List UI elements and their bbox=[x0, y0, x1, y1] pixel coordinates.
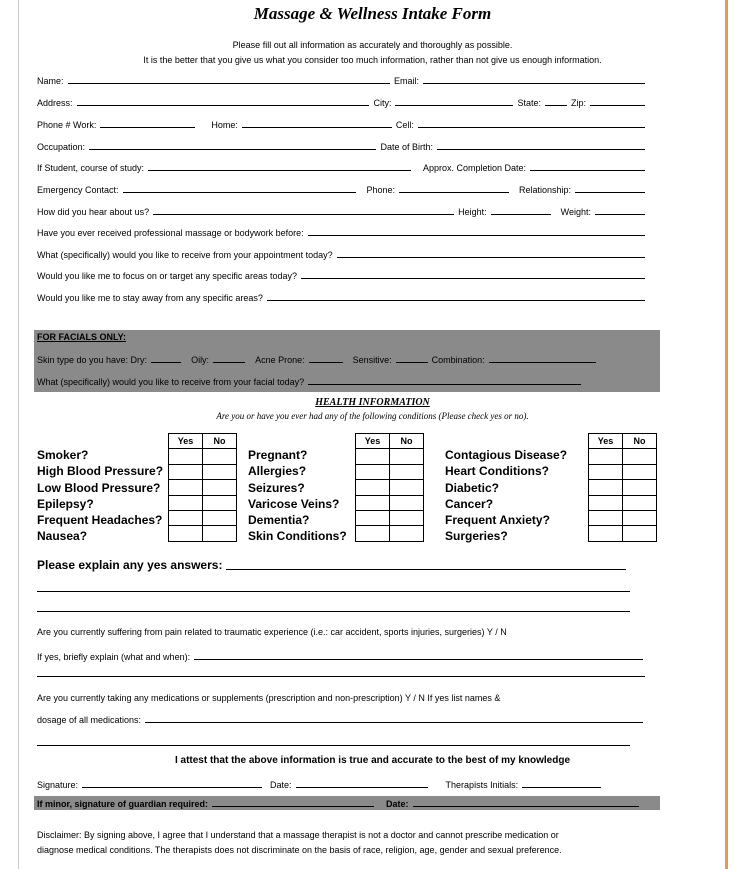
condition-heart: Heart Conditions? bbox=[445, 464, 549, 479]
hbp-no-box[interactable] bbox=[203, 464, 237, 479]
dosage-field[interactable] bbox=[145, 722, 643, 723]
height-field[interactable] bbox=[491, 214, 551, 215]
avoid-field[interactable] bbox=[267, 300, 645, 301]
condition-skin: Skin Conditions? bbox=[248, 529, 347, 544]
phone-work-label: Phone # Work: bbox=[37, 120, 97, 130]
state-field[interactable] bbox=[545, 105, 567, 106]
row-skin-type bbox=[37, 353, 600, 365]
row-hear bbox=[37, 205, 649, 217]
zip-label: Zip: bbox=[570, 98, 586, 108]
smoker-yes-box[interactable] bbox=[169, 449, 203, 464]
emergency-field[interactable] bbox=[123, 192, 357, 193]
zip-field[interactable] bbox=[590, 105, 645, 106]
email-label: Email: bbox=[393, 76, 419, 86]
row-address bbox=[37, 96, 649, 108]
focus-field[interactable] bbox=[301, 278, 645, 279]
pain-question: Are you currently suffering from pain related to traumatic experience (i.e.: car accident, sports injuries, surgeries) Y / N bbox=[37, 627, 507, 637]
condition-allergies: Allergies? bbox=[248, 464, 307, 479]
condition-varicose: Varicose Veins? bbox=[248, 496, 340, 511]
attest-statement: I attest that the above information is true and accurate to the best of my knowledge bbox=[174, 755, 571, 766]
sig-date-field[interactable] bbox=[296, 787, 428, 788]
condition-seizures: Seizures? bbox=[248, 480, 305, 495]
yes-header: Yes bbox=[589, 434, 623, 449]
heart-no-box[interactable] bbox=[623, 464, 657, 479]
condition-headaches: Frequent Headaches? bbox=[37, 513, 163, 528]
condition-high-bp: High Blood Pressure? bbox=[37, 464, 164, 479]
form-title: Massage & Wellness Intake Form bbox=[253, 4, 492, 23]
health-heading: HEALTH INFORMATION bbox=[315, 397, 430, 408]
dementia-no-box[interactable] bbox=[390, 510, 424, 525]
hear-field[interactable] bbox=[153, 214, 454, 215]
dob-label: Date of Birth: bbox=[380, 142, 433, 152]
receive-from-field[interactable] bbox=[337, 257, 645, 258]
row-medications bbox=[37, 713, 647, 725]
condition-nausea: Nausea? bbox=[37, 529, 88, 544]
yes-header: Yes bbox=[356, 434, 390, 449]
pain-line-2[interactable] bbox=[37, 676, 645, 677]
occupation-label: Occupation: bbox=[37, 142, 86, 152]
received-before-label: Have you ever received professional massage or bodywork before: bbox=[37, 228, 304, 238]
completion-field[interactable] bbox=[530, 170, 645, 171]
hbp-yes-box[interactable] bbox=[169, 464, 203, 479]
initials-field[interactable] bbox=[522, 787, 601, 788]
avoid-label: Would you like me to stay away from any specific areas? bbox=[37, 293, 263, 303]
surgeries-yes-box[interactable] bbox=[589, 526, 623, 541]
heart-yes-box[interactable] bbox=[589, 464, 623, 479]
guardian-date-field[interactable] bbox=[413, 806, 639, 807]
signature-label: Signature: bbox=[37, 780, 79, 790]
receive-from-label: What (specifically) would you like to receive from your appointment today? bbox=[37, 250, 333, 260]
relationship-field[interactable] bbox=[575, 192, 645, 193]
sensitive-label: Sensitive: bbox=[352, 355, 392, 365]
cancer-yes-box[interactable] bbox=[589, 495, 623, 510]
cancer-no-box[interactable] bbox=[623, 495, 657, 510]
explain-line-2[interactable] bbox=[37, 591, 630, 592]
phone-work-field[interactable] bbox=[100, 127, 195, 128]
row-occupation bbox=[37, 140, 649, 152]
row-facial-receive bbox=[37, 375, 585, 387]
guardian-field[interactable] bbox=[212, 806, 374, 807]
acne-field[interactable] bbox=[309, 362, 343, 363]
facial-receive-label: What (specifically) would you like to receive from your facial today? bbox=[37, 377, 305, 387]
condition-cancer: Cancer? bbox=[445, 496, 494, 511]
yes-no-table-3 bbox=[588, 433, 657, 542]
lbp-yes-box[interactable] bbox=[169, 480, 203, 495]
row-receive-from bbox=[37, 248, 649, 260]
weight-field[interactable] bbox=[595, 214, 645, 215]
seizures-yes-box[interactable] bbox=[356, 480, 390, 495]
address-field[interactable] bbox=[77, 105, 370, 106]
oily-label: Oily: bbox=[191, 355, 210, 365]
email-field[interactable] bbox=[423, 83, 645, 84]
row-emergency bbox=[37, 183, 649, 195]
condition-epilepsy: Epilepsy? bbox=[37, 496, 94, 511]
em-phone-field[interactable] bbox=[399, 192, 509, 193]
dob-field[interactable] bbox=[437, 149, 645, 150]
nausea-no-box[interactable] bbox=[203, 526, 237, 541]
sensitive-field[interactable] bbox=[396, 362, 428, 363]
cell-field[interactable] bbox=[418, 127, 645, 128]
student-field[interactable] bbox=[148, 170, 411, 171]
dementia-yes-box[interactable] bbox=[356, 510, 390, 525]
headaches-no-box[interactable] bbox=[203, 510, 237, 525]
yes-header: Yes bbox=[169, 434, 203, 449]
smoker-no-box[interactable] bbox=[203, 449, 237, 464]
city-label: City: bbox=[373, 98, 392, 108]
home-label: Home: bbox=[211, 120, 238, 130]
row-avoid-areas bbox=[37, 291, 649, 303]
diabetic-no-box[interactable] bbox=[623, 480, 657, 495]
condition-smoker: Smoker? bbox=[37, 448, 89, 462]
disclaimer-line-1: Disclaimer: By signing above, I agree that I understand that a massage therapist is not a doctor and cannot prescribe medication or bbox=[37, 830, 559, 840]
condition-pregnant: Pregnant? bbox=[248, 448, 308, 462]
conditions-col-3 bbox=[445, 447, 567, 545]
pain-explain-label: If yes, briefly explain (what and when): bbox=[37, 652, 191, 662]
name-label: Name: bbox=[37, 76, 64, 86]
oily-field[interactable] bbox=[213, 362, 245, 363]
state-label: State: bbox=[517, 98, 541, 108]
condition-anxiety: Frequent Anxiety? bbox=[445, 513, 550, 528]
epilepsy-yes-box[interactable] bbox=[169, 495, 203, 510]
conditions-col-2 bbox=[248, 447, 347, 545]
skin-type-label: Skin type do you have: Dry: bbox=[37, 355, 148, 365]
occupation-field[interactable] bbox=[89, 149, 376, 150]
varicose-yes-box[interactable] bbox=[356, 495, 390, 510]
combination-label: Combination: bbox=[431, 355, 485, 365]
explain-yes-label: Please explain any yes answers: bbox=[37, 558, 223, 572]
cell-label: Cell: bbox=[395, 120, 414, 130]
dry-field[interactable] bbox=[151, 362, 181, 363]
intro-line-1: Please fill out all information as accurately and thoroughly as possible. bbox=[232, 40, 513, 50]
row-explain-yes bbox=[37, 558, 630, 572]
condition-surgeries: Surgeries? bbox=[445, 529, 508, 544]
row-student bbox=[37, 161, 649, 173]
condition-contagious: Contagious Disease? bbox=[445, 448, 568, 462]
yes-no-table-2 bbox=[355, 433, 424, 542]
explain-line-3[interactable] bbox=[37, 611, 630, 612]
guardian-date-label: Date: bbox=[386, 799, 409, 809]
address-label: Address: bbox=[37, 98, 73, 108]
guardian-label: If minor, signature of guardian required: bbox=[37, 799, 209, 809]
focus-label: Would you like me to focus on or target any specific areas today? bbox=[37, 271, 297, 281]
disclaimer bbox=[37, 828, 562, 858]
acne-label: Acne Prone: bbox=[255, 355, 305, 365]
skin-no-box[interactable] bbox=[390, 526, 424, 541]
no-header: No bbox=[390, 434, 424, 449]
medications-line-2[interactable] bbox=[37, 745, 630, 746]
row-minor bbox=[37, 797, 643, 809]
intro-line-2: It is the better that you give us what you consider too much information, rather than not give us enough information. bbox=[143, 55, 602, 65]
row-phones bbox=[37, 118, 649, 130]
yes-no-table-1 bbox=[168, 433, 237, 542]
relationship-label: Relationship: bbox=[518, 185, 571, 195]
conditions-col-1 bbox=[37, 447, 163, 545]
anxiety-no-box[interactable] bbox=[623, 510, 657, 525]
initials-label: Therapists Initials: bbox=[445, 780, 519, 790]
pregnant-no-box[interactable] bbox=[390, 449, 424, 464]
skin-yes-box[interactable] bbox=[356, 526, 390, 541]
received-before-field[interactable] bbox=[308, 235, 645, 236]
disclaimer-line-2: diagnose medical conditions. The therapists does not discriminate on the basis of race, religion, age, gender and sexual preference. bbox=[37, 845, 562, 855]
allergies-no-box[interactable] bbox=[390, 464, 424, 479]
student-label: If Student, course of study: bbox=[37, 163, 145, 173]
row-received-before bbox=[37, 226, 649, 238]
surgeries-no-box[interactable] bbox=[623, 526, 657, 541]
row-pain-explain bbox=[37, 650, 647, 662]
epilepsy-no-box[interactable] bbox=[203, 495, 237, 510]
row-focus-areas bbox=[37, 269, 649, 281]
seizures-no-box[interactable] bbox=[390, 480, 424, 495]
contagious-yes-box[interactable] bbox=[589, 449, 623, 464]
nausea-yes-box[interactable] bbox=[169, 526, 203, 541]
facial-receive-field[interactable] bbox=[308, 384, 581, 385]
condition-diabetic: Diabetic? bbox=[445, 480, 500, 495]
condition-dementia: Dementia? bbox=[248, 513, 310, 528]
city-field[interactable] bbox=[395, 105, 513, 106]
allergies-yes-box[interactable] bbox=[356, 464, 390, 479]
health-instruction: Are you or have you ever had any of the following conditions (Please check yes or no). bbox=[216, 411, 529, 421]
varicose-no-box[interactable] bbox=[390, 495, 424, 510]
pain-explain-field[interactable] bbox=[194, 659, 643, 660]
combination-field[interactable] bbox=[489, 362, 596, 363]
no-header: No bbox=[203, 434, 237, 449]
pregnant-yes-box[interactable] bbox=[356, 449, 390, 464]
height-label: Height: bbox=[458, 207, 487, 217]
emergency-label: Emergency Contact: bbox=[37, 185, 119, 195]
dosage-label: dosage of all medications: bbox=[37, 715, 142, 725]
contagious-no-box[interactable] bbox=[623, 449, 657, 464]
condition-low-bp: Low Blood Pressure? bbox=[37, 480, 161, 495]
hear-label: How did you hear about us? bbox=[37, 207, 150, 217]
explain-yes-field[interactable] bbox=[226, 569, 626, 570]
diabetic-yes-box[interactable] bbox=[589, 480, 623, 495]
anxiety-yes-box[interactable] bbox=[589, 510, 623, 525]
lbp-no-box[interactable] bbox=[203, 480, 237, 495]
facials-heading: FOR FACIALS ONLY: bbox=[37, 332, 127, 342]
no-header: No bbox=[623, 434, 657, 449]
row-name-email bbox=[37, 74, 649, 86]
completion-label: Approx. Completion Date: bbox=[422, 163, 526, 173]
signature-field[interactable] bbox=[82, 787, 262, 788]
weight-label: Weight: bbox=[560, 207, 591, 217]
medications-question: Are you currently taking any medications or supplements (prescription and non-prescription) Y / N If yes list names & bbox=[37, 693, 501, 703]
em-phone-label: Phone: bbox=[366, 185, 395, 195]
home-field[interactable] bbox=[242, 127, 392, 128]
name-field[interactable] bbox=[68, 83, 390, 84]
sig-date-label: Date: bbox=[270, 780, 292, 790]
row-signature bbox=[37, 778, 605, 790]
headaches-yes-box[interactable] bbox=[169, 510, 203, 525]
